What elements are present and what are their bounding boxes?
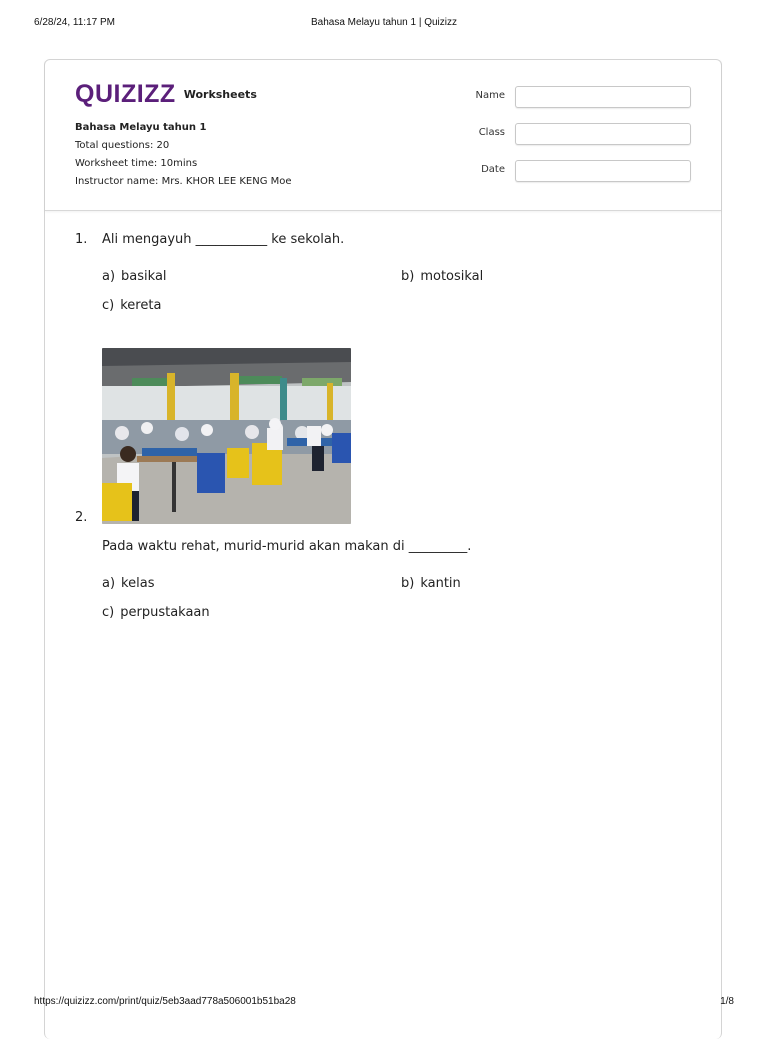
option-key: c) [102, 298, 115, 313]
worksheet-sheet [44, 59, 722, 1039]
instructor-name: Instructor name: Mrs. KHOR LEE KENG Moe [75, 176, 292, 187]
option-label: kelas [121, 576, 155, 591]
question-text: Pada waktu rehat, murid-murid akan makan di _________. [102, 539, 472, 554]
question-text: Ali mengayuh ___________ ke sekolah. [102, 232, 345, 247]
option-label: motosikal [420, 269, 484, 284]
question-2 [75, 510, 695, 630]
page-number: 1/8 [720, 996, 734, 1007]
worksheet-header [45, 60, 721, 211]
class-label: Class [478, 127, 505, 138]
option-a [102, 269, 167, 284]
name-field[interactable] [515, 86, 691, 108]
option-b [401, 576, 461, 591]
quizizz-logo: QUIZIZZ [75, 79, 176, 108]
class-row [461, 123, 691, 145]
option-key: a) [102, 269, 116, 284]
option-key: b) [401, 576, 415, 591]
canteen-photo [102, 348, 351, 524]
student-fields [461, 86, 691, 197]
option-key: c) [102, 605, 115, 620]
option-b [401, 269, 483, 284]
option-label: kereta [120, 298, 162, 313]
question-number: 2. [75, 510, 88, 525]
option-a [102, 576, 154, 591]
print-url: https://quizizz.com/print/quiz/5eb3aad778a506001b51ba28 [34, 996, 296, 1007]
worksheet-meta [75, 119, 292, 191]
option-label: perpustakaan [120, 605, 210, 620]
option-label: kantin [420, 576, 461, 591]
name-label: Name [475, 90, 505, 101]
worksheet-time: Worksheet time: 10mins [75, 158, 198, 169]
date-row [461, 160, 691, 182]
class-field[interactable] [515, 123, 691, 145]
option-c [102, 605, 210, 620]
option-c [102, 298, 161, 313]
print-title: Bahasa Melayu tahun 1 | Quizizz [310, 17, 457, 28]
question-number: 1. [75, 232, 88, 247]
option-key: b) [401, 269, 415, 284]
worksheet-title: Bahasa Melayu tahun 1 [75, 122, 207, 133]
question-1 [75, 232, 695, 332]
brand [75, 80, 257, 108]
print-footer [34, 996, 734, 1010]
print-header [34, 17, 734, 31]
total-questions: Total questions: 20 [75, 140, 170, 151]
option-label: basikal [121, 269, 167, 284]
name-row [461, 86, 691, 108]
print-datetime: 6/28/24, 11:17 PM [34, 17, 115, 28]
brand-subtitle: Worksheets [183, 87, 257, 101]
option-key: a) [102, 576, 116, 591]
date-field[interactable] [515, 160, 691, 182]
date-label: Date [481, 164, 505, 175]
